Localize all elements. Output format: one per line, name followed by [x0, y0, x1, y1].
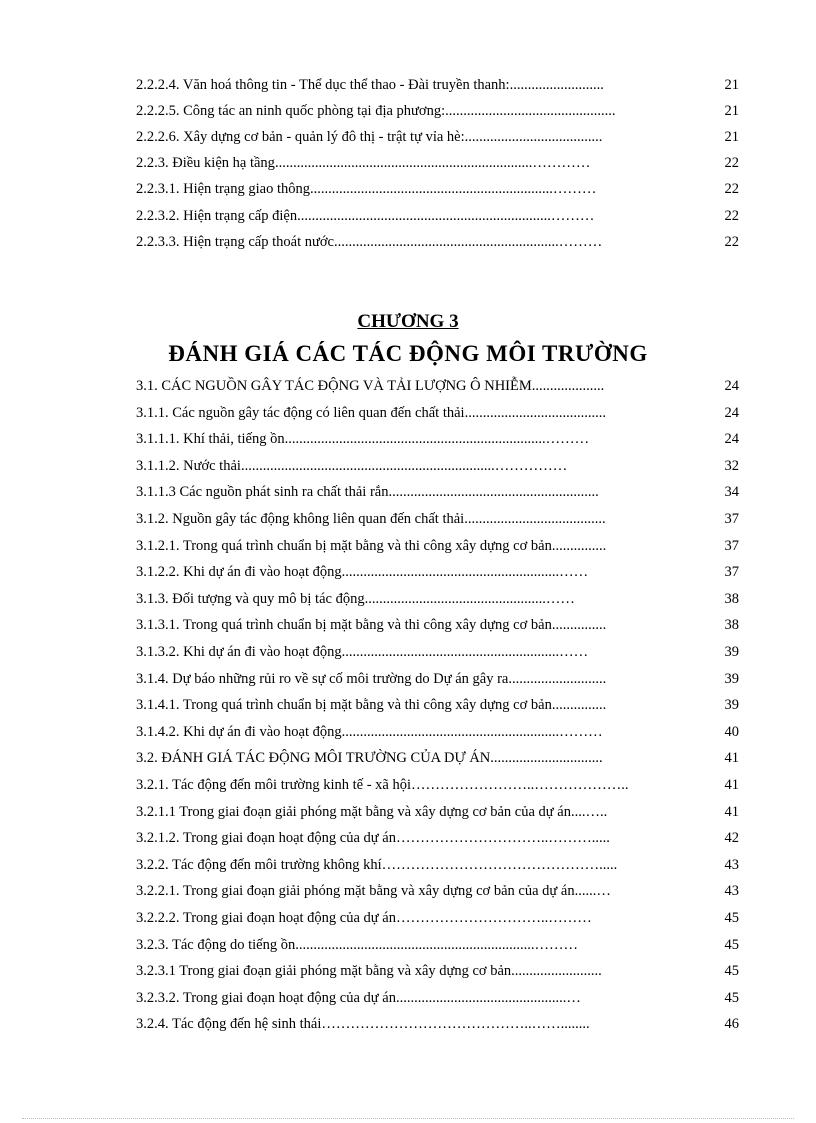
toc-entry-leader: ........................................................................……… — [284, 431, 590, 448]
toc-entry-page: 21 — [707, 101, 739, 121]
toc-entry-page: 38 — [707, 615, 739, 635]
toc-entry-page: 21 — [707, 127, 739, 147]
toc-entry — [136, 1014, 739, 1034]
toc-entry-leader: ....................................... — [464, 404, 606, 421]
toc-entry — [136, 828, 739, 848]
toc-entry-title: 3.1.3. Đối tượng và quy mô bị tác động — [136, 590, 365, 607]
toc-entry-title: 2.2.2.6. Xây dựng cơ bản - quản lý đô thị - trật tự vỉa hè: — [136, 129, 465, 146]
toc-entry — [136, 642, 739, 662]
toc-entry — [136, 775, 739, 795]
toc-entry — [136, 935, 739, 955]
toc-entry-title: 3.1.1.3 Các nguồn phát sinh ra chất thải rắn — [136, 484, 389, 501]
toc-entry-page: 43 — [707, 855, 739, 875]
toc-entry — [136, 722, 739, 742]
toc-entry — [136, 695, 739, 715]
toc-entry-title: 3.1.1. Các nguồn gây tác động có liên quan đến chất thải — [136, 404, 465, 421]
toc-entry-leader: ...................................... — [464, 129, 603, 146]
toc-entry-title: 3.2.1.1 Trong giai đoạn giải phóng mặt bằng và xây dựng cơ bản của dự án — [136, 803, 571, 820]
chapter-title: ĐÁNH GIÁ CÁC TÁC ĐỘNG MÔI TRƯỜNG — [168, 341, 648, 366]
toc-entry-page: 46 — [707, 1014, 739, 1034]
toc-entry-leader: ..............................................................……… — [333, 233, 603, 250]
toc-entry-leader: ..................................................................……… — [295, 936, 578, 953]
toc-entry — [136, 881, 739, 901]
toc-entry — [136, 429, 739, 449]
toc-entry — [136, 127, 739, 147]
toc-entry-leader: ............................... — [490, 750, 603, 767]
toc-entry — [136, 232, 739, 252]
toc-entry-leader: ............... — [551, 537, 607, 554]
toc-entry — [136, 748, 739, 768]
toc-entry — [136, 153, 739, 173]
toc-entry-title: 2.2.3.3. Hiện trạng cấp thoát nước — [136, 233, 334, 250]
toc-entry-leader: .......................................................... — [388, 484, 599, 501]
toc-entry-title: 3.2.1.2. Trong giai đoạn hoạt động của dự án — [136, 830, 396, 847]
toc-entry — [136, 206, 739, 226]
toc-entry — [136, 403, 739, 423]
toc-entry-title: 3.1.4. Dự báo những rủi ro về sự cố môi trường do Dự án gây ra — [136, 670, 509, 687]
toc-entry-page: 39 — [707, 695, 739, 715]
toc-entry-title: 2.2.2.5. Công tác an ninh quốc phòng tại địa phương: — [136, 103, 446, 120]
toc-entry-leader: ……………………..……………….. — [411, 777, 629, 793]
toc-entry — [136, 961, 739, 981]
toc-entry-title: 3.1.1.1. Khí thải, tiếng ồn — [136, 431, 285, 448]
toc-entry-title: 3.2.2.1. Trong giai đoạn giải phóng mặt bằng và xây dựng cơ bản của dự án — [136, 883, 575, 900]
toc-entry-leader: …………………………..………..... — [395, 830, 610, 847]
toc-entry — [136, 562, 739, 582]
toc-entry-leader: ........................... — [508, 670, 607, 687]
toc-entry — [136, 179, 739, 199]
toc-entry-page: 41 — [707, 748, 739, 768]
toc-entry-title: 2.2.3.1. Hiện trạng giao thông — [136, 181, 310, 198]
chapter-number: CHƯƠNG 3 — [357, 311, 459, 332]
toc-entry-title: 3.1. CÁC NGUỒN GÂY TÁC ĐỘNG VÀ TẢI LƯỢNG Ô NHIỄM — [136, 378, 532, 394]
toc-entry-title: 3.1.2. Nguồn gây tác động không liên quan đến chất thải — [136, 511, 465, 527]
toc-entry-leader: ......................................................................…………… — [240, 457, 568, 474]
toc-entry-page: 22 — [707, 206, 739, 226]
toc-entry-page: 40 — [707, 722, 739, 742]
toc-entry-leader: ......… — [574, 883, 611, 900]
toc-entry-leader: ………………………………………..... — [381, 856, 618, 873]
toc-entry-page: 41 — [707, 775, 739, 795]
toc-entry — [136, 376, 739, 396]
toc-entry-title: 2.2.2.4. Văn hoá thông tin - Thể dục thể thao - Đài truyền thanh: — [136, 77, 510, 93]
toc-entry-title: 3.1.1.2. Nước thải — [136, 457, 241, 474]
toc-entry-title: 3.2.2.2. Trong giai đoạn hoạt động của dự án — [136, 910, 396, 926]
toc-entry — [136, 669, 739, 689]
toc-entry-leader: ............................................... — [445, 103, 616, 120]
toc-entry-page: 37 — [707, 509, 739, 529]
page-footer-divider — [22, 1118, 794, 1119]
toc-entry-leader: .................... — [531, 378, 605, 394]
toc-entry — [136, 536, 739, 556]
toc-entry-title: 3.1.2.2. Khi dự án đi vào hoạt động — [136, 564, 342, 581]
toc-entry-title: 2.2.3.2. Hiện trạng cấp điện — [136, 207, 298, 224]
toc-entry-page: 37 — [707, 562, 739, 582]
toc-entry-leader: ...................................................................……… — [309, 181, 597, 198]
toc-entry — [136, 615, 739, 635]
toc-entry-page: 43 — [707, 881, 739, 901]
toc-entry-page: 22 — [707, 232, 739, 252]
toc-entry-page: 45 — [707, 988, 739, 1008]
toc-entry-page: 22 — [707, 153, 739, 173]
toc-entry-title: 3.2.3.1 Trong giai đoạn giải phóng mặt bằng và xây dựng cơ bản — [136, 963, 512, 980]
toc-entry-leader: ……………………………………..……........ — [321, 1016, 590, 1033]
toc-entry-page: 38 — [707, 589, 739, 609]
toc-entry-leader: ......................................................................……… — [297, 207, 595, 224]
toc-entry — [136, 802, 739, 822]
toc-entry-leader: ......................... — [511, 963, 602, 980]
toc-entry-page: 24 — [707, 429, 739, 449]
toc-entry-title: 3.1.4.2. Khi dự án đi vào hoạt động — [136, 723, 342, 740]
toc-entry — [136, 509, 739, 529]
toc-entry-leader: ............................................................…… — [341, 564, 589, 581]
toc-entry-page: 21 — [707, 75, 739, 95]
toc-entry-page: 41 — [707, 802, 739, 822]
toc-entry-page: 45 — [707, 908, 739, 928]
toc-entry-page: 45 — [707, 935, 739, 955]
toc-entry-title: 3.1.3.1. Trong quá trình chuẩn bị mặt bằng và thi công xây dựng cơ bản — [136, 617, 552, 634]
toc-entry-title: 3.2. ĐÁNH GIÁ TÁC ĐỘNG MÔI TRƯỜNG CỦA DỰ ÁN — [136, 750, 491, 767]
toc-entry-title: 3.1.3.2. Khi dự án đi vào hoạt động — [136, 644, 342, 660]
toc-entry-title: 3.2.1. Tác động đến môi trường kinh tế - xã hội — [136, 777, 412, 793]
toc-entry — [136, 101, 739, 121]
toc-entry-leader: ............... — [551, 617, 607, 634]
toc-entry-leader: ............................................................……… — [341, 723, 603, 740]
toc-entry — [136, 75, 739, 95]
toc-entry-title: 3.1.4.1. Trong quá trình chuẩn bị mặt bằng và thi công xây dựng cơ bản — [136, 697, 552, 714]
toc-entry — [136, 456, 739, 476]
toc-entry-leader: .......................................................................………… — [274, 155, 591, 172]
toc-entry-leader: ............................................................…… — [341, 644, 589, 660]
toc-entry-page: 34 — [707, 482, 739, 502]
toc-entry-page: 39 — [707, 642, 739, 662]
toc-entry-page: 32 — [707, 456, 739, 476]
toc-entry — [136, 589, 739, 609]
toc-entry — [136, 908, 739, 928]
toc-entry-leader: ..................................................…… — [364, 590, 575, 607]
toc-entry-page: 37 — [707, 536, 739, 556]
toc-entry-page: 24 — [707, 376, 739, 396]
toc-entry-title: 3.2.4. Tác động đến hệ sinh thái — [136, 1016, 322, 1033]
toc-entry-leader: .......................... — [509, 77, 604, 93]
toc-entry-title: 3.2.3. Tác động do tiếng ồn — [136, 936, 296, 953]
toc-entry-page: 22 — [707, 179, 739, 199]
toc-entry-leader: ....................................... — [464, 511, 606, 527]
toc-entry-leader: ....….. — [570, 803, 608, 820]
toc-entry-leader: …………………………..……… — [395, 910, 592, 926]
toc-entry-page: 42 — [707, 828, 739, 848]
toc-entry-title: 3.2.2. Tác động đến môi trường không khí — [136, 856, 382, 873]
toc-entry-page: 45 — [707, 961, 739, 981]
toc-entry-page: 39 — [707, 669, 739, 689]
toc-entry-leader: ...............................................… — [395, 989, 581, 1006]
toc-entry — [136, 855, 739, 875]
toc-entry-title: 3.2.3.2. Trong giai đoạn hoạt động của dự án — [136, 989, 396, 1006]
toc-entry-title: 3.1.2.1. Trong quá trình chuẩn bị mặt bằng và thi công xây dựng cơ bản — [136, 537, 552, 554]
toc-entry-leader: ............... — [551, 697, 607, 714]
toc-entry — [136, 482, 739, 502]
toc-entry — [136, 988, 739, 1008]
toc-entry-page: 24 — [707, 403, 739, 423]
toc-entry-title: 2.2.3. Điều kiện hạ tầng — [136, 155, 275, 172]
